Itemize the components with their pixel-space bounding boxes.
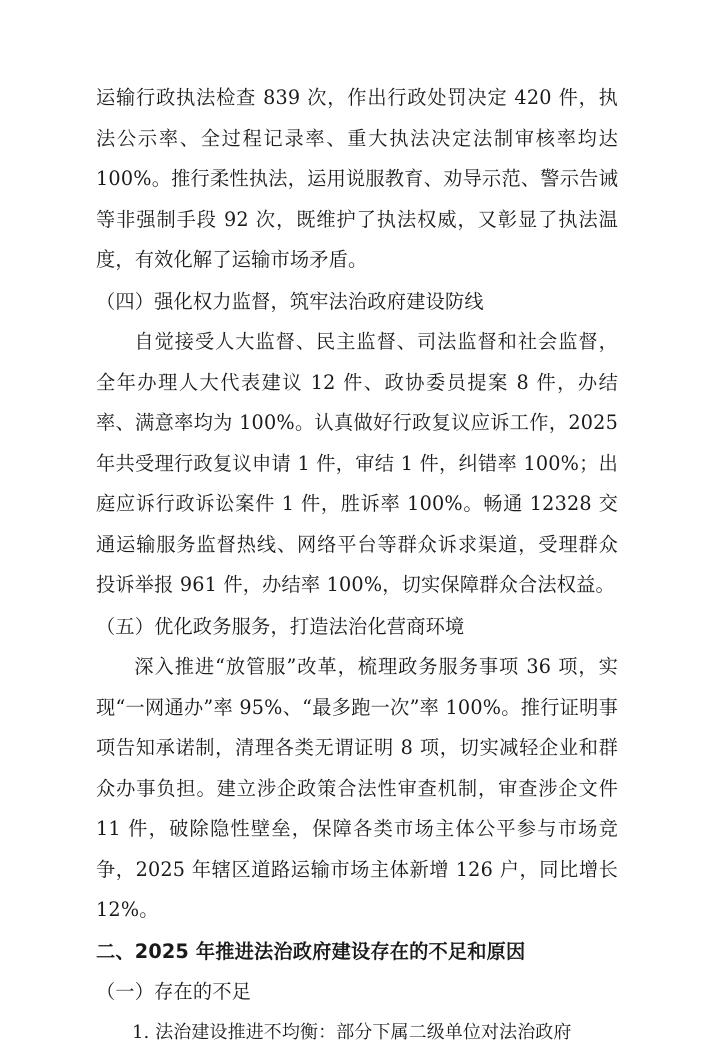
heading-section-four: （四）强化权力监督，筑牢法治政府建设防线	[96, 282, 618, 323]
paragraph-transport-enforcement: 运输行政执法检查 839 次，作出行政处罚决定 420 件，执法公示率、全过程记录率、重大执法决定法制审核率均达 100%。推行柔性执法，运用说服教育、劝导示范、警示告诫等非强制手段 92 次，既维护了执法权威，又彰显了执法温度，有效化解了运输市场矛盾。	[96, 78, 618, 281]
heading-section-five: （五）优化政务服务，打造法治化营商环境	[96, 607, 618, 648]
paragraph-supervision: 自觉接受人大监督、民主监督、司法监督和社会监督，全年办理人大代表建议 12 件、政协委员提案 8 件，办结率、满意率均为 100%。认真做好行政复议应诉工作，2025 年共受理行政复议申请 1 件，审结 1 件，纠错率 100%；出庭应诉行政诉讼案件 1 件，胜诉率 100%。畅通 12328 交通运输服务监督热线、网络平台等群众诉求渠道，受理群众投诉举报 961 件，办结率 100%，切实保障群众合法权益。	[96, 322, 618, 606]
list-item-shortfall-1: 1. 法治建设推进不均衡：部分下属二级单位对法治政府	[96, 1013, 618, 1053]
heading-subsection-one: （一）存在的不足	[96, 972, 618, 1013]
paragraph-business-environment: 深入推进“放管服”改革，梳理政务服务事项 36 项，实现“一网通办”率 95%、“最多跑一次”率 100%。推行证明事项告知承诺制，清理各类无谓证明 8 项，切实减轻企业和群众办事负担。建立涉企政策合法性审查机制，审查涉企文件 11 件，破除隐性壁垒，保障各类市场主体公平参与市场竞争，2025 年辖区道路运输市场主体新增 126 户，同比增长 12%。	[96, 647, 618, 931]
heading-section-two: 二、2025 年推进法治政府建设存在的不足和原因	[96, 932, 618, 973]
document-body	[96, 78, 618, 1053]
